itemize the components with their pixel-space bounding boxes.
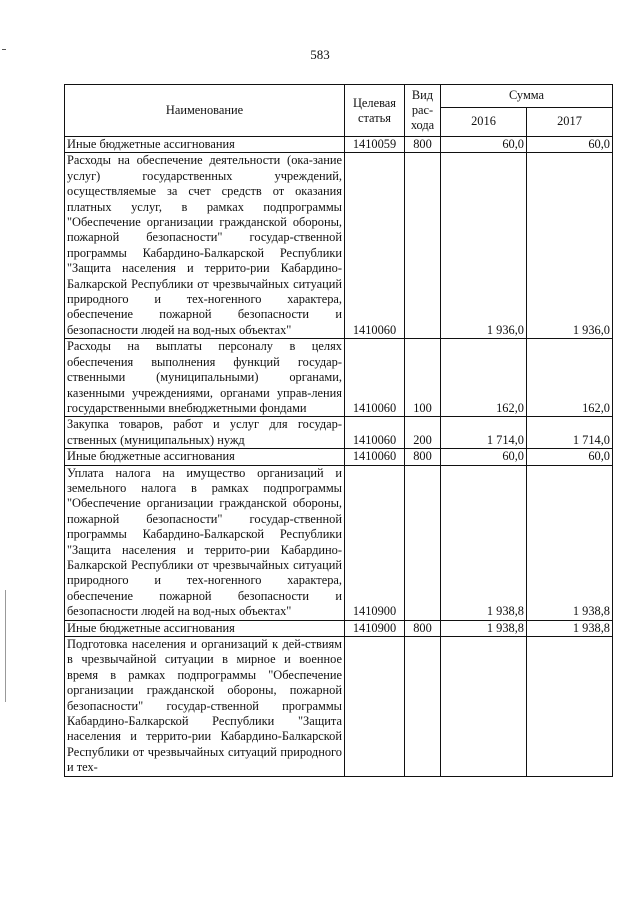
table-body: [65, 137, 613, 777]
row-type: [405, 465, 441, 620]
header-code: Целевая статья: [345, 85, 405, 137]
row-code: 1410900: [345, 620, 405, 636]
table-row: [65, 465, 613, 620]
row-name: Подготовка населения и организаций к дей-ствиям в чрезвычайной ситуации в мирное и военное время в рамках подпрограммы "Обеспечение организации гражданской обороны, пожарной безопасности" государ-ственной программы Кабардино-Балкарской Республики "Защита населения и террито-рии Кабардино-Балкарской Республики от чрезвычайных ситуаций природного и тех-: [65, 637, 345, 777]
row-amount-2017: 1 936,0: [527, 153, 613, 339]
row-name: Уплата налога на имущество организаций и земельного налога в рамках подпрограммы "Обеспечение организации гражданской обороны, пожарной безопасности" государ-ственной программы Кабардино-Балкарской Республики "Защита населения и террито-рии Кабардино-Балкарской Республики от чрезвычайных ситуаций природного и тех-ногенного характера, обеспечение пожарной безопасности и безопасности людей на вод-ных объектах": [65, 465, 345, 620]
page-number: 583: [310, 47, 330, 62]
row-amount-2016: 162,0: [441, 339, 527, 417]
row-amount-2017: [527, 637, 613, 777]
row-name: Расходы на выплаты персоналу в целях обеспечения выполнения функций государ-ственными (муниципальными) органами, казенными учреждениями, органами управ-ления государственными внебюджетными фондами: [65, 339, 345, 417]
table-row: [65, 137, 613, 153]
row-type: 100: [405, 339, 441, 417]
row-amount-2016: 1 938,8: [441, 620, 527, 636]
row-name: Иные бюджетные ассигнования: [65, 137, 345, 153]
scan-margin-line: [5, 590, 6, 702]
row-amount-2016: 60,0: [441, 449, 527, 465]
row-amount-2017: 162,0: [527, 339, 613, 417]
row-type: 200: [405, 417, 441, 449]
row-type: 800: [405, 620, 441, 636]
row-name: Закупка товаров, работ и услуг для государ-ственных (муниципальных) нужд: [65, 417, 345, 449]
row-code: 1410060: [345, 449, 405, 465]
row-name: Расходы на обеспечение деятельности (ока-зание услуг) государственных учреждений, осуществляемые за счет средств от оказания платных услуг, в рамках подпрограммы "Обеспечение организации гражданской обороны, пожарной безопасности" государ-ственной программы Кабардино-Балкарской Республики "Защита населения и террито-рии Кабардино-Балкарской Республики от чрезвычайных ситуаций природного и тех-ногенного характера, обеспечение пожарной безопасности и безопасности людей на вод-ных объектах": [65, 153, 345, 339]
header-year-2016: 2016: [441, 107, 527, 136]
row-amount-2017: 1 938,8: [527, 465, 613, 620]
row-type: [405, 637, 441, 777]
row-amount-2016: 1 936,0: [441, 153, 527, 339]
table-row: [65, 637, 613, 777]
budget-table: [64, 84, 613, 777]
row-amount-2017: 60,0: [527, 137, 613, 153]
header-year-2017: 2017: [527, 107, 613, 136]
row-code: 1410060: [345, 417, 405, 449]
row-amount-2016: 60,0: [441, 137, 527, 153]
row-name: Иные бюджетные ассигнования: [65, 449, 345, 465]
row-name: Иные бюджетные ассигнования: [65, 620, 345, 636]
header-name: Наименование: [65, 85, 345, 137]
row-type: 800: [405, 137, 441, 153]
table-row: [65, 339, 613, 417]
table-row: [65, 620, 613, 636]
row-code: 1410060: [345, 153, 405, 339]
table-row: [65, 417, 613, 449]
row-type: 800: [405, 449, 441, 465]
row-amount-2017: 60,0: [527, 449, 613, 465]
row-code: 1410059: [345, 137, 405, 153]
table-row: [65, 449, 613, 465]
row-code: 1410900: [345, 465, 405, 620]
row-code: [345, 637, 405, 777]
row-type: [405, 153, 441, 339]
table-row: [65, 153, 613, 339]
row-amount-2017: 1 938,8: [527, 620, 613, 636]
row-amount-2017: 1 714,0: [527, 417, 613, 449]
scan-margin-tick: [2, 49, 6, 50]
row-amount-2016: 1 938,8: [441, 465, 527, 620]
row-amount-2016: [441, 637, 527, 777]
row-amount-2016: 1 714,0: [441, 417, 527, 449]
row-code: 1410060: [345, 339, 405, 417]
header-sum: Сумма: [441, 85, 613, 108]
header-type: Вид рас-хода: [405, 85, 441, 137]
